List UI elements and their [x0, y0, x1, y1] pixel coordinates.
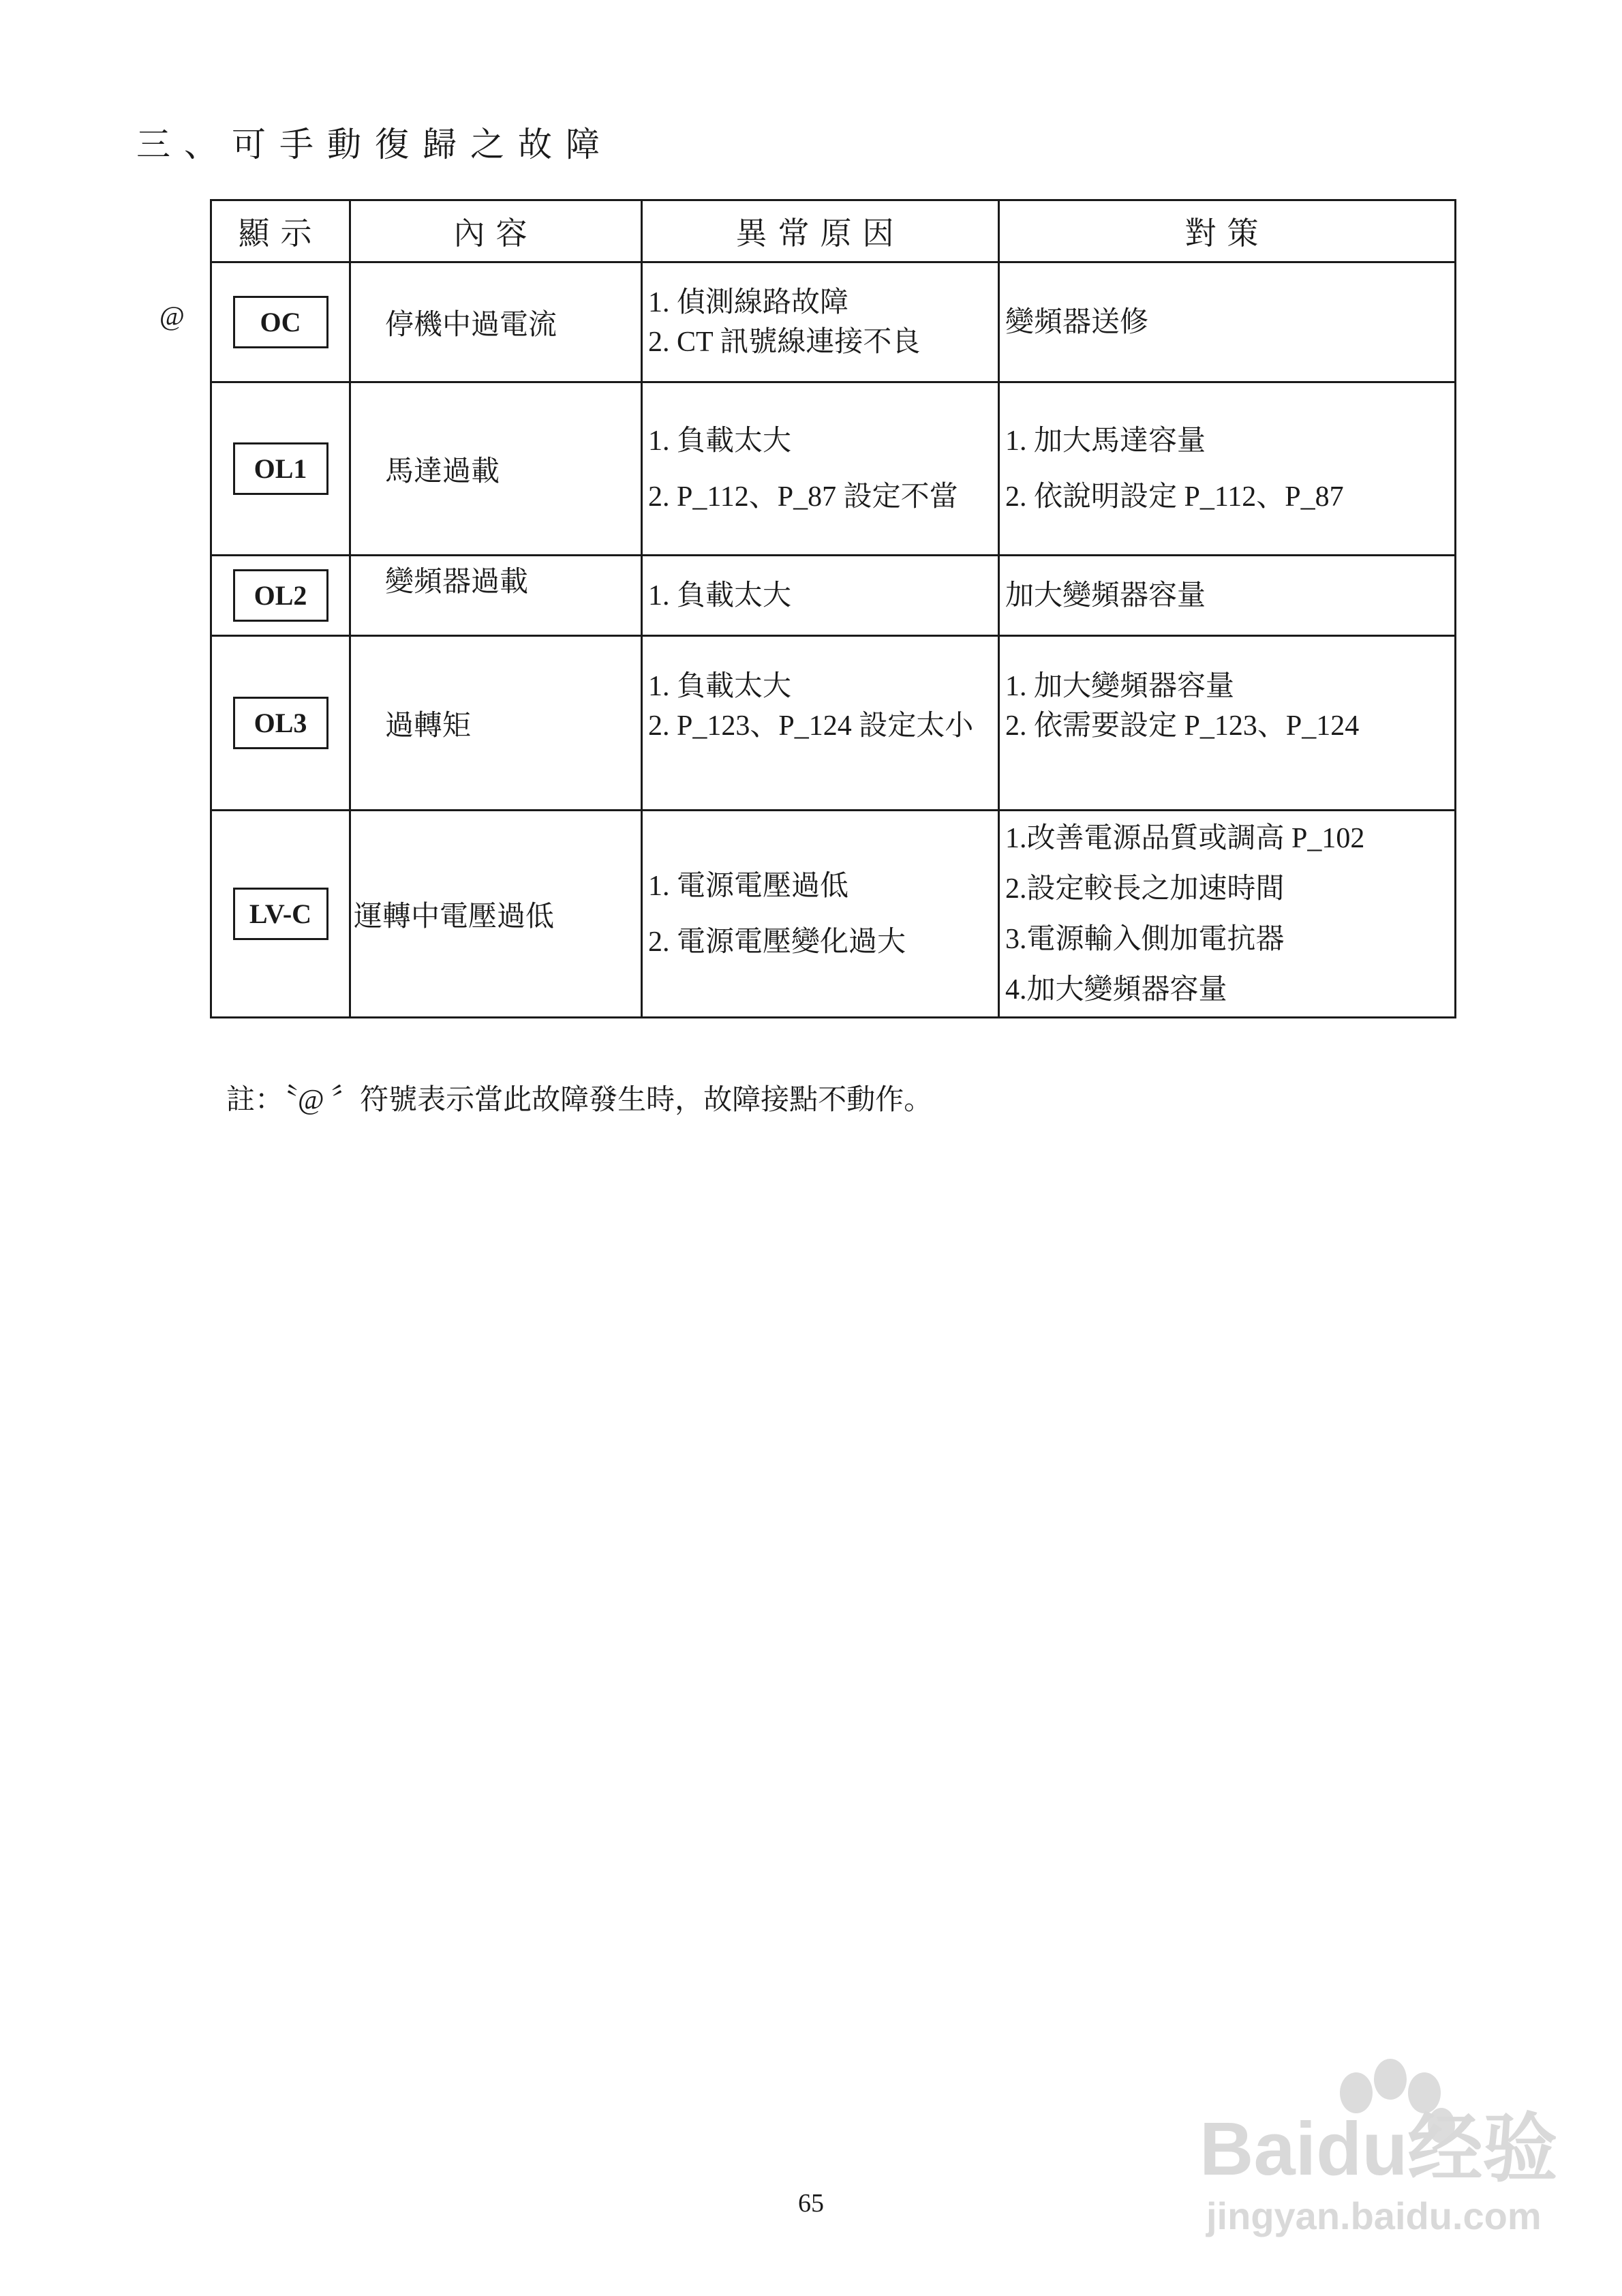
fault-measures [999, 262, 1456, 382]
baidu-watermark [1186, 2045, 1574, 2250]
fault-content: 停機中過電流 [350, 262, 642, 382]
measure-line: 加大變頻器容量 [1005, 579, 1206, 611]
fault-measures [999, 811, 1456, 1018]
table-row [211, 636, 1456, 811]
measure-line: 4.加大變頻器容量 [1005, 973, 1227, 1006]
fault-measures [999, 556, 1456, 636]
measure-line: 變頻器送修 [1005, 306, 1149, 338]
page-number: 65 [798, 2189, 824, 2218]
fault-causes [642, 636, 999, 811]
table-row [211, 556, 1456, 636]
measure-line: 1. 加大變頻器容量 [1005, 671, 1235, 702]
watermark-brand: Baidu经验 [1199, 2107, 1558, 2191]
table-row [211, 382, 1456, 556]
watermark-url: jingyan.baidu.com [1206, 2194, 1542, 2237]
fault-code: OL2 [233, 569, 328, 622]
fault-measures [999, 636, 1456, 811]
fault-table [210, 199, 1456, 1018]
fault-content: 過轉矩 [350, 636, 642, 811]
fault-code: OL1 [233, 442, 328, 495]
measure-line: 1.改善電源品質或調高 P_102 [1005, 822, 1365, 854]
cause-line: 1. 負載太大 [648, 425, 792, 457]
cause-line: 1. 負載太大 [648, 579, 792, 611]
cause-line: 2. CT 訊號線連接不良 [648, 326, 921, 358]
fault-content: 馬達過載 [350, 382, 642, 556]
fault-causes [642, 811, 999, 1018]
cause-line: 1. 偵測線路故障 [648, 286, 849, 318]
header-content: 內容 [350, 200, 642, 262]
measure-line: 1. 加大馬達容量 [1005, 425, 1206, 457]
cause-line: 2. P_123、P_124 設定太小 [648, 710, 974, 742]
cause-line: 2. P_112、P_87 設定不當 [648, 481, 958, 513]
fault-causes [642, 556, 999, 636]
fault-content: 運轉中電壓過低 [350, 811, 642, 1018]
measure-line: 2. 依需要設定 P_123、P_124 [1005, 710, 1360, 742]
cause-line: 1. 負載太大 [648, 671, 792, 702]
cause-line: 1. 電源電壓過低 [648, 870, 849, 902]
section-heading: 三、可手動復歸之故障 [136, 125, 613, 164]
header-display: 顯示 [211, 200, 350, 262]
cause-line: 2. 電源電壓變化過大 [648, 926, 906, 958]
fault-code: OL3 [233, 697, 328, 749]
fault-code: OC [233, 296, 328, 348]
fault-causes [642, 262, 999, 382]
measure-line: 2. 依說明設定 P_112、P_87 [1005, 481, 1344, 513]
header-measure: 對策 [999, 200, 1456, 262]
fault-causes [642, 382, 999, 556]
measure-line: 2.設定較長之加速時間 [1005, 873, 1285, 905]
footnote: 註：〝@ 〞符號表示當此故障發生時，故障接點不動作。 [226, 1085, 933, 1116]
fault-code: LV-C [233, 888, 328, 940]
fault-content: 變頻器過載 [350, 556, 642, 636]
table-header-row [211, 200, 1456, 262]
fault-measures [999, 382, 1456, 556]
table-row [211, 262, 1456, 382]
header-cause: 異常原因 [642, 200, 999, 262]
table-row [211, 811, 1456, 1018]
oc-marker: @ [159, 301, 185, 331]
measure-line: 3.電源輸入側加電抗器 [1005, 923, 1285, 955]
